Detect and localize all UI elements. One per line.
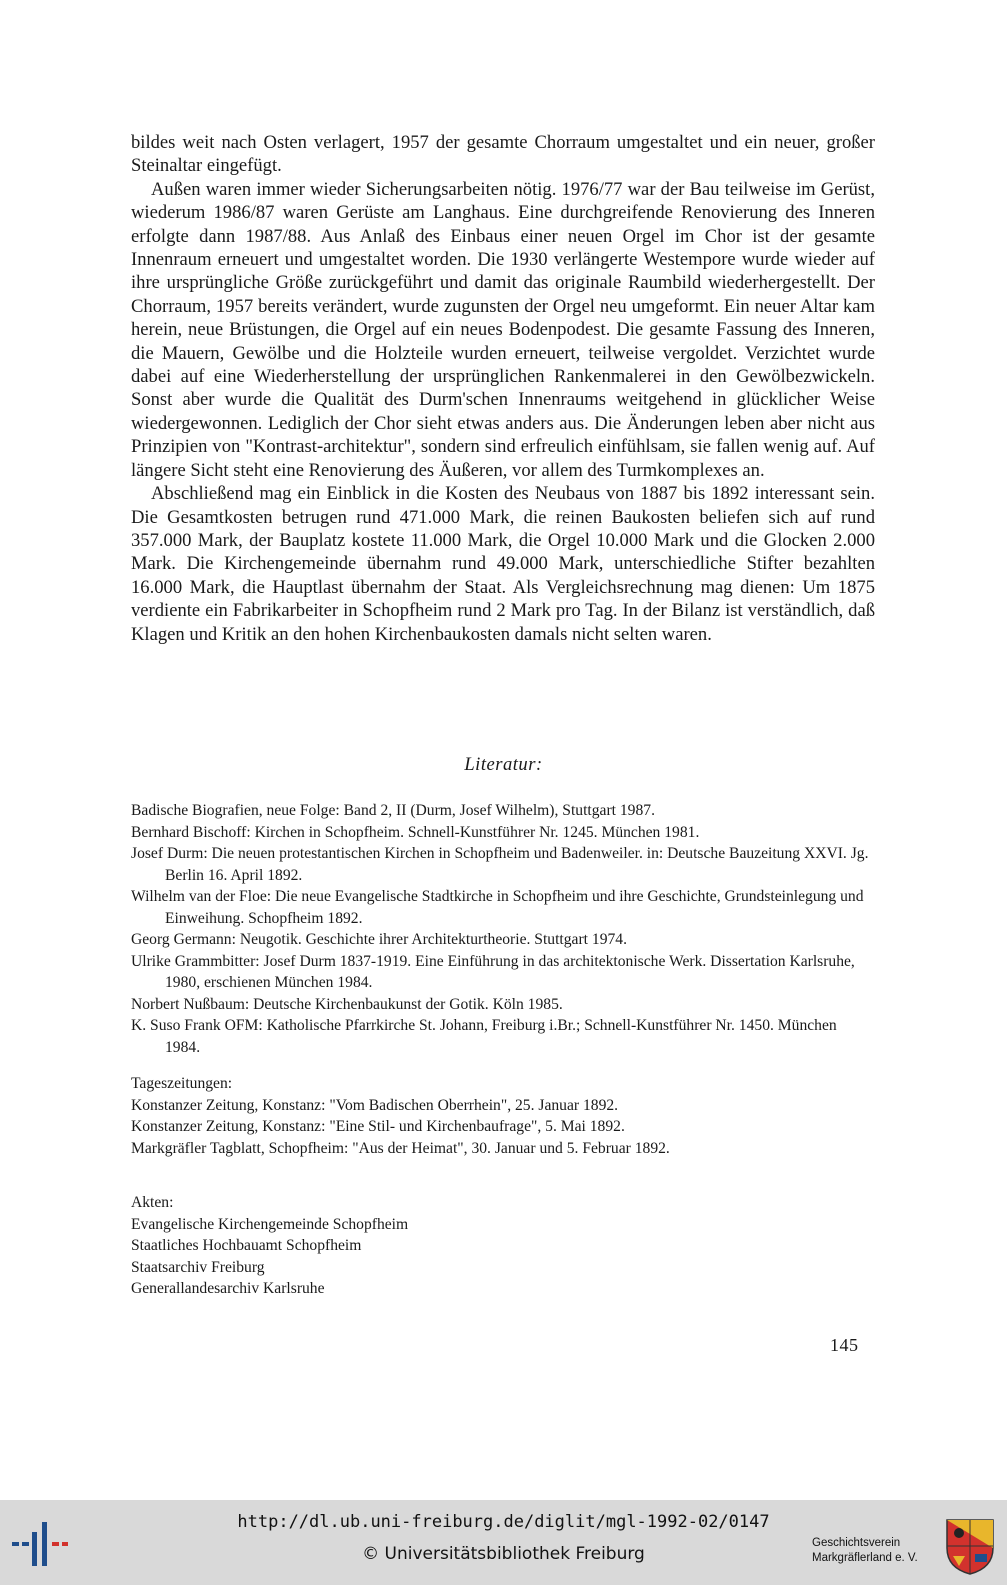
footer-copyright: © Universitätsbibliothek Freiburg [362, 1544, 645, 1564]
coat-of-arms-icon [945, 1518, 995, 1576]
literature-entry: Bernhard Bischoff: Kirchen in Schopfheim. Schnell-Kunstführer Nr. 1245. München 1981. [131, 823, 700, 841]
literature-list [131, 800, 875, 1058]
literature-entry: Josef Durm: Die neuen protestantischen Kirchen in Schopfheim und Badenweiler. in: Deutsche Bauzeitung XXVI. Jg. Berlin 16. April 1892. [131, 845, 869, 884]
footer-url-link[interactable]: http://dl.ub.uni-freiburg.de/diglit/mgl-1992-02/0147 [237, 1512, 770, 1532]
body-text [131, 131, 875, 646]
newspaper-entry: Markgräfler Tagblatt, Schopfheim: "Aus der Heimat", 30. Januar und 5. Februar 1892. [131, 1139, 670, 1157]
newspapers-heading: Tageszeitungen: [131, 1075, 233, 1092]
literature-entry: K. Suso Frank OFM: Katholische Pfarrkirche St. Johann, Freiburg i.Br.; Schnell-Kunstführer Nr. 1450. München 1984. [131, 1017, 837, 1056]
newspaper-entry: Konstanzer Zeitung, Konstanz: "Vom Badischen Oberrhein", 25. Januar 1892. [131, 1096, 619, 1114]
literature-entry: Norbert Nußbaum: Deutsche Kirchenbaukunst der Gotik. Köln 1985. [131, 995, 563, 1013]
paragraph: Außen waren immer wieder Sicherungsarbeiten nötig. 1976/77 war der Bau teilweise im Gerüst, wiederum 1986/87 waren Gerüste am Langhaus. Eine durchgreifende Renovierung des Inneren erfolgte dann 1987/88. Aus Anlaß des Einbaus einer neuen Orgel im Chor ist der gesamte Innenraum erneuert und umgestaltet worden. Die 1930 verlängerte Westempore wurde wieder auf ihre ursprüngliche Größe zurückgeführt und damit das originale Raumbild wiederhergestellt. Der Chorraum, 1957 bereits verändert, wurde zugunsten der Orgel neu umgeformt. Ein neuer Altar kam herein, neue Brüstungen, die Orgel auf ein neues Bodenpodest. Die gesamte Fassung des Inneren, die Mauern, Gewölbe und die Holzteile wurden erneuert, teilweise vergoldet. Verzichtet wurde dabei auf eine Wiederherstellung der ursprünglichen Rankenmalerei in den Gewölbezwickeln. Sonst aber wurde die Qualität des Durm'schen Innenraums weitgehend in glücklicher Weise wiedergewonnen. Lediglich der Chor sieht etwas anders aus. Die Änderungen leben aber nicht aus Prinzipien von "Kontrast-architektur", sondern sind erfreulich einfühlsam, sie fallen wenig auf. Auf längere Sicht steht eine Renovierung des Äußeren, vor allem des Turmkomplexes an. [131, 178, 875, 481]
literature-entry: Georg Germann: Neugotik. Geschichte ihrer Architekturtheorie. Stuttgart 1974. [131, 931, 627, 948]
society-name [812, 1536, 932, 1566]
literature-entry: Ulrike Grammbitter: Josef Durm 1837-1919. Eine Einführung in das architektonische Werk. Dissertation Karlsruhe, 1980, erschienen München 1984. [131, 952, 855, 991]
society-line-2: Markgräflerland e. V. [812, 1552, 918, 1564]
akten-heading: Akten: [131, 1194, 174, 1211]
newspaper-entry: Konstanzer Zeitung, Konstanz: "Eine Stil- und Kirchenbaufrage", 5. Mai 1892. [131, 1118, 625, 1135]
akten-entry: Evangelische Kirchengemeinde Schopfheim [131, 1215, 409, 1233]
newspapers-list [131, 1095, 875, 1160]
akten-list [131, 1214, 875, 1300]
literature-entry: Wilhelm van der Floe: Die neue Evangelische Stadtkirche in Schopfheim und ihre Geschichte, Grundsteinlegung und Einweihung. Schopfheim 1892. [131, 888, 864, 927]
page-number: 145 [830, 1335, 859, 1355]
society-line-1: Geschichtsverein [812, 1537, 901, 1549]
akten-entry: Staatsarchiv Freiburg [131, 1258, 265, 1276]
footer-bar [0, 1500, 1007, 1585]
newspapers-section [131, 1073, 875, 1159]
akten-section [131, 1192, 875, 1300]
literature-heading: Literatur: [464, 754, 543, 775]
akten-entry: Generallandesarchiv Karlsruhe [131, 1280, 325, 1297]
paragraph: bildes weit nach Osten verlagert, 1957 der gesamte Chorraum umgestaltet und ein neuer, großer Steinaltar eingefügt. [131, 132, 875, 177]
literature-entry: Badische Biografien, neue Folge: Band 2, II (Durm, Josef Wilhelm), Stuttgart 1987. [131, 802, 655, 819]
paragraph: Abschließend mag ein Einblick in die Kosten des Neubaus von 1887 bis 1892 interessant sein. Die Gesamtkosten betrugen rund 471.000 Mark, die reinen Baukosten beliefen sich auf rund 357.000 Mark, der Bauplatz kostete 11.000 Mark, die Orgel 10.000 Mark und die Glocken 2.000 Mark. Die Kirchengemeinde übernahm rund 49.000 Mark, unterschiedliche Stifter bezahlten 16.000 Mark, die Hauptlast übernahm der Staat. Als Vergleichsrechnung mag dienen: Um 1875 verdiente ein Fabrikarbeiter in Schopfheim rund 2 Mark pro Tag. In der Bilanz ist verständlich, daß Klagen und Kritik an den hohen Kirchenbaukosten damals nicht selten waren. [131, 483, 875, 645]
akten-entry: Staatliches Hochbauamt Schopfheim [131, 1237, 362, 1254]
